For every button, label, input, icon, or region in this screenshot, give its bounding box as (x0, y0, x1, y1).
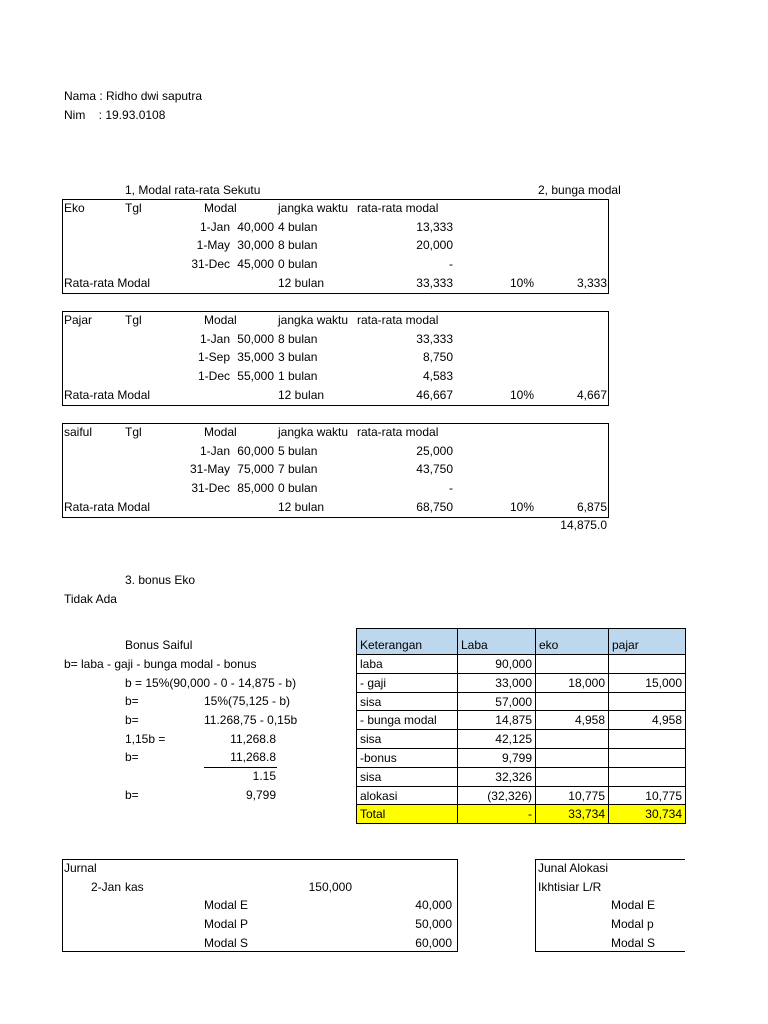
row-modal: 60,000 (237, 443, 274, 458)
alloc-cell (535, 654, 609, 674)
bonus-line-3-label: b= (125, 694, 139, 708)
total-rata: 33,333 (416, 275, 453, 290)
section-1-title: 1, Modal rata-rata Sekutu (125, 183, 261, 197)
bonus-line-8-label: b= (125, 788, 139, 802)
total-rate: 10% (509, 499, 534, 514)
row-tgl: 31-Dec (191, 481, 230, 496)
section-2-title: 2, bunga modal (538, 183, 621, 197)
alloc-cell (535, 692, 609, 712)
bonus-line-2: b = 15%(90,000 - 0 - 14,875 - b) (125, 676, 297, 690)
alloc-cell: - gaji (356, 673, 458, 693)
jurnal-debit-amount: 150,000 (308, 880, 352, 894)
alloc-header-1: Laba (457, 628, 536, 655)
bonus-title: Bonus Saiful (125, 638, 193, 652)
bonus-line-6-label: b= (125, 750, 139, 764)
row-tgl: 1-Jan (199, 219, 230, 234)
row-jangka: 3 bulan (278, 350, 318, 365)
jurnal-title: Jurnal (64, 861, 97, 875)
jurnal-alokasi-credit-2: Modal p (611, 917, 654, 931)
alloc-cell (608, 748, 686, 768)
alloc-cell (535, 767, 609, 787)
row-jangka: 8 bulan (278, 331, 318, 346)
col-header-modal: Modal (204, 313, 237, 327)
section-3-note: Tidak Ada (64, 592, 117, 606)
total-label: Rata-rata Modal (64, 387, 151, 402)
alloc-cell: 10,775 (608, 786, 686, 806)
row-modal: 40,000 (237, 219, 274, 234)
alloc-cell: 15,000 (608, 673, 686, 693)
col-header-tgl: Tgl (125, 201, 142, 215)
total-jangka: 12 bulan (278, 275, 325, 290)
row-tgl: 1-May (196, 238, 230, 253)
alloc-cell: 14,875 (457, 710, 536, 730)
row-jangka: 7 bulan (278, 462, 318, 477)
alloc-cell: 33,000 (457, 673, 536, 693)
row-rata: 25,000 (416, 443, 453, 458)
alloc-total-cell: 33,734 (535, 804, 609, 824)
row-rata: - (449, 481, 453, 496)
alloc-cell (535, 748, 609, 768)
col-header-jangka: jangka waktu (278, 313, 349, 327)
row-modal: 55,000 (237, 369, 274, 384)
alloc-cell: 57,000 (457, 692, 536, 712)
alloc-cell (608, 729, 686, 749)
alloc-cell: sisa (356, 767, 458, 787)
alloc-total-cell: 30,734 (608, 804, 686, 824)
partner-name: Eko (64, 201, 85, 215)
alloc-cell: laba (356, 654, 458, 674)
row-jangka: 5 bulan (278, 443, 318, 458)
total-rata: 68,750 (416, 499, 453, 514)
partner-name: Pajar (64, 313, 93, 327)
row-jangka: 0 bulan (278, 257, 318, 272)
total-bunga: 3,333 (576, 275, 607, 290)
bonus-line-7-value: 1.15 (252, 769, 276, 783)
row-jangka: 0 bulan (278, 481, 318, 496)
alloc-cell (608, 692, 686, 712)
col-header-rata: rata-rata modal (357, 201, 439, 215)
col-header-rata: rata-rata modal (357, 425, 439, 439)
row-jangka: 4 bulan (278, 219, 318, 234)
bonus-line-4-value: 11.268,75 - 0,15b (204, 713, 298, 727)
alloc-header-3: pajar (608, 628, 686, 655)
alloc-cell (535, 729, 609, 749)
alloc-total-cell: - (457, 804, 536, 824)
col-header-tgl: Tgl (125, 313, 142, 327)
jurnal-credit-account: Modal S (204, 936, 249, 950)
jurnal-credit-amount: 60,000 (415, 936, 452, 950)
row-tgl: 31-Dec (191, 257, 230, 272)
total-label: Rata-rata Modal (64, 499, 151, 514)
row-tgl: 1-Dec (197, 369, 230, 384)
section-3-title: 3. bonus Eko (125, 573, 196, 587)
jurnal-alokasi-bottom-border (535, 951, 685, 952)
alloc-cell: 4,958 (608, 710, 686, 730)
alloc-cell: -bonus (356, 748, 458, 768)
student-nim: Nim : 19.93.0108 (64, 108, 166, 122)
row-tgl: 1-Jan (199, 443, 230, 458)
total-bunga: 6,875 (576, 499, 607, 514)
row-tgl: 1-Jan (199, 331, 230, 346)
alloc-total-cell: Total (356, 804, 458, 824)
col-header-rata: rata-rata modal (357, 313, 439, 327)
row-rata: 20,000 (416, 238, 453, 253)
jurnal-date: 2-Jan (91, 880, 122, 894)
total-rate: 10% (509, 387, 534, 402)
row-modal: 45,000 (237, 257, 274, 272)
col-header-modal: Modal (204, 425, 237, 439)
total-rate: 10% (509, 275, 534, 290)
bonus-line-3-value: 15%(75,125 - b) (204, 694, 291, 708)
alloc-cell: 10,775 (535, 786, 609, 806)
row-rata: 33,333 (416, 331, 453, 346)
jurnal-alokasi-debit: Ikhtisiar L/R (538, 880, 602, 894)
row-tgl: 31-May (189, 462, 230, 477)
row-rata: 8,750 (422, 350, 453, 365)
bonus-line-5-value: 11,268.8 (230, 732, 276, 746)
total-label: Rata-rata Modal (64, 275, 151, 290)
alloc-cell: sisa (356, 729, 458, 749)
jurnal-alokasi-left-border (535, 859, 536, 952)
alloc-cell: - bunga modal (356, 710, 458, 730)
row-jangka: 8 bulan (278, 238, 318, 253)
alloc-cell: 4,958 (535, 710, 609, 730)
row-modal: 30,000 (237, 238, 274, 253)
jurnal-alokasi-title: Junal Alokasi (538, 861, 609, 875)
row-modal: 85,000 (237, 481, 274, 496)
row-rata: - (449, 257, 453, 272)
alloc-cell: 32,326 (457, 767, 536, 787)
row-modal: 50,000 (237, 331, 274, 346)
col-header-tgl: Tgl (125, 425, 142, 439)
total-jangka: 12 bulan (278, 387, 325, 402)
alloc-cell: 18,000 (535, 673, 609, 693)
alloc-cell: alokasi (356, 786, 458, 806)
row-rata: 13,333 (416, 219, 453, 234)
alloc-header-0: Keterangan (356, 628, 458, 655)
alloc-cell: sisa (356, 692, 458, 712)
row-tgl: 1-Sep (197, 350, 230, 365)
row-rata: 4,583 (422, 369, 453, 384)
row-rata: 43,750 (416, 462, 453, 477)
bonus-line-5-label: 1,15b = (125, 732, 166, 746)
jurnal-debit-account: kas (125, 880, 144, 894)
bonus-line-6-value: 11,268.8 (230, 750, 276, 764)
jurnal-credit-amount: 50,000 (415, 917, 452, 931)
total-bunga: 4,667 (576, 387, 607, 402)
row-modal: 75,000 (237, 462, 274, 477)
col-header-modal: Modal (204, 201, 237, 215)
alloc-cell (608, 654, 686, 674)
alloc-cell (608, 767, 686, 787)
col-header-jangka: jangka waktu (278, 425, 349, 439)
jurnal-alokasi-credit-1: Modal E (611, 898, 656, 912)
jurnal-credit-amount: 40,000 (415, 898, 452, 912)
jurnal-credit-account: Modal P (204, 917, 249, 931)
student-name: Nama : Ridho dwi saputra (64, 89, 203, 103)
alloc-cell: 42,125 (457, 729, 536, 749)
jurnal-credit-account: Modal E (204, 898, 249, 912)
bonus-formula: b= laba - gaji - bunga modal - bonus (64, 657, 257, 671)
col-header-jangka: jangka waktu (278, 201, 349, 215)
row-jangka: 1 bulan (278, 369, 318, 384)
alloc-header-2: eko (535, 628, 609, 655)
bunga-modal-total: 14,875.0 (560, 518, 607, 532)
bonus-line-8-value: 9,799 (245, 788, 276, 802)
row-modal: 35,000 (237, 350, 274, 365)
total-jangka: 12 bulan (278, 499, 325, 514)
total-rata: 46,667 (416, 387, 453, 402)
partner-name: saiful (64, 425, 93, 439)
alloc-cell: 90,000 (457, 654, 536, 674)
alloc-cell: (32,326) (457, 786, 536, 806)
jurnal-alokasi-credit-3: Modal S (611, 936, 656, 950)
bonus-line-4-label: b= (125, 713, 139, 727)
alloc-cell: 9,799 (457, 748, 536, 768)
